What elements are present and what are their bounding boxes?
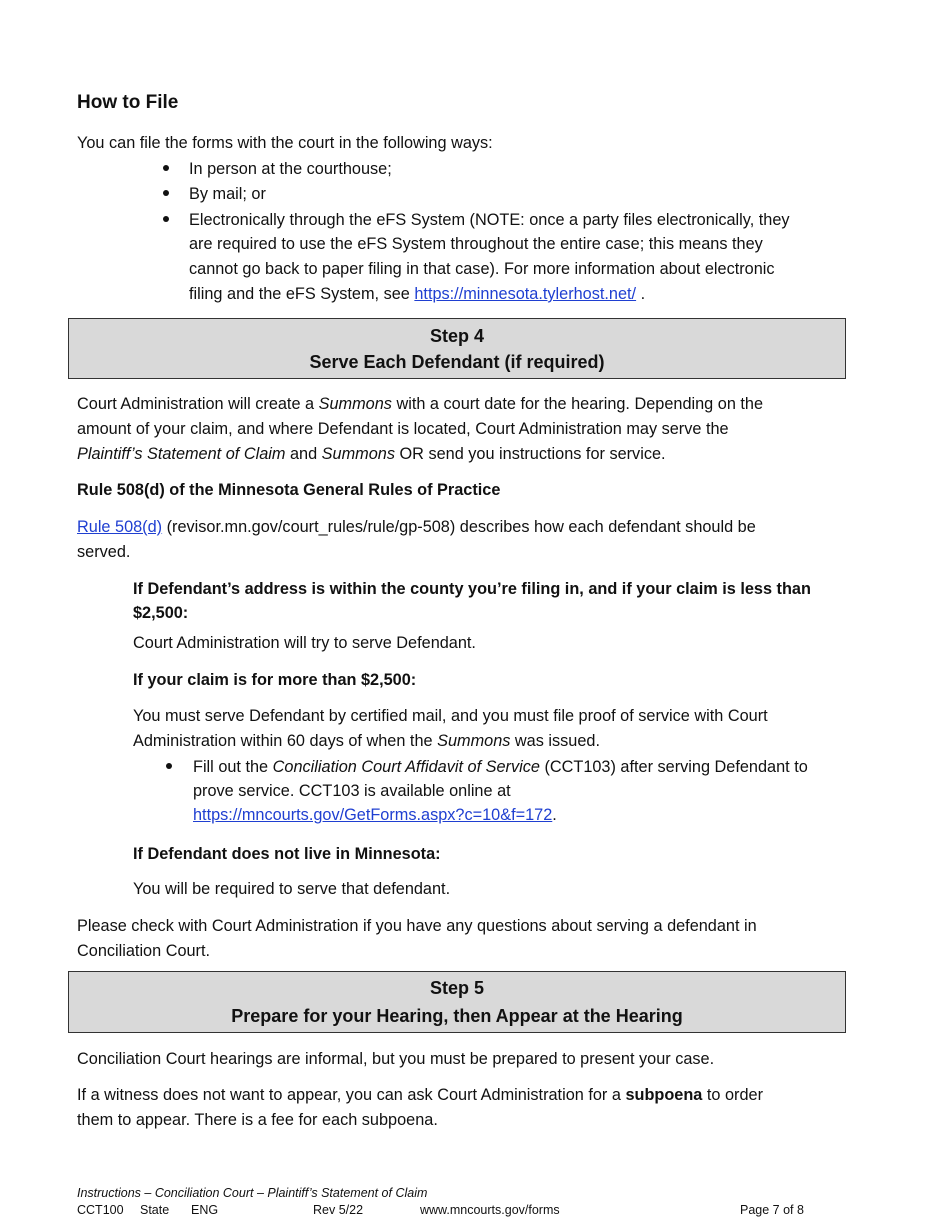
rule-508d-link[interactable]: Rule 508(d) bbox=[77, 518, 163, 536]
efs-note-text: filing and the eFS System, see bbox=[189, 285, 410, 303]
case2-line2 bbox=[133, 730, 600, 752]
statement-of-claim-term: Plaintiff’s Statement of Claim bbox=[77, 445, 286, 463]
cct103-form-link[interactable]: https://mncourts.gov/GetForms.aspx?c=10&f=172 bbox=[193, 806, 553, 824]
efs-note-line4 bbox=[189, 283, 645, 305]
step4-closing-line2: Conciliation Court. bbox=[77, 942, 211, 960]
efs-note-line2: are required to use the eFS System throughout the entire case; this means they bbox=[189, 235, 763, 253]
summons-term: Summons bbox=[321, 445, 395, 463]
footer-revision: Rev 5/22 bbox=[313, 1203, 364, 1217]
summons-term: Summons bbox=[318, 395, 392, 413]
case2-line1: You must serve Defendant by certified mail, and you must file proof of service with Court bbox=[133, 707, 768, 725]
bullet-icon bbox=[163, 190, 169, 196]
text-run: Fill out the bbox=[193, 758, 269, 776]
footer-form-id: CCT100 bbox=[77, 1203, 124, 1217]
step4-para1-line1 bbox=[77, 393, 763, 415]
step4-closing-line1: Please check with Court Administration if you have any questions about serving a defendant in bbox=[77, 917, 757, 935]
case1-heading-line2: $2,500: bbox=[133, 604, 189, 622]
file-option-electronic: Electronically through the eFS System (NOTE: once a party files electronically, they bbox=[189, 211, 790, 229]
text-run: (CCT103) after serving Defendant to bbox=[544, 758, 808, 776]
step5-box bbox=[68, 971, 846, 1033]
step4-box bbox=[68, 318, 846, 379]
footer-website: www.mncourts.gov/forms bbox=[420, 1203, 560, 1217]
how-to-file-intro: You can file the forms with the court in the following ways: bbox=[77, 134, 493, 152]
affidavit-bullet-line1 bbox=[193, 756, 808, 778]
bullet-icon bbox=[166, 763, 172, 769]
text-run: to order bbox=[706, 1086, 764, 1104]
text-run: If a witness does not want to appear, you can ask Court Administration for a bbox=[77, 1086, 621, 1104]
text-run: OR send you instructions for service. bbox=[399, 445, 666, 463]
summons-term: Summons bbox=[437, 732, 511, 750]
step4-subtitle: Serve Each Defendant (if required) bbox=[309, 352, 605, 372]
case3-text: You will be required to serve that defendant. bbox=[133, 880, 451, 898]
footer-title: Instructions – Conciliation Court – Plaintiff’s Statement of Claim bbox=[77, 1186, 428, 1200]
footer-language: ENG bbox=[191, 1203, 219, 1217]
bullet-icon bbox=[163, 165, 169, 171]
case3-heading: If Defendant does not live in Minnesota: bbox=[133, 845, 441, 863]
file-option-mail: By mail; or bbox=[189, 185, 266, 203]
step5-subtitle: Prepare for your Hearing, then Appear at the Hearing bbox=[231, 1006, 683, 1026]
file-option-in-person: In person at the courthouse; bbox=[189, 160, 392, 178]
step5-para2-line1 bbox=[77, 1084, 763, 1106]
text-run: Court Administration will create a bbox=[77, 395, 315, 413]
case1-heading-line1: If Defendant’s address is within the county you’re filing in, and if your claim is less than bbox=[133, 580, 811, 598]
text-run: Administration within 60 days of when the bbox=[133, 732, 433, 750]
step5-title: Step 5 bbox=[429, 978, 485, 998]
efs-note-line3: cannot go back to paper filing in that case). For more information about electronic bbox=[189, 260, 775, 278]
subpoena-term: subpoena bbox=[625, 1086, 703, 1104]
text-run: was issued. bbox=[514, 732, 600, 750]
rule-text-line1 bbox=[77, 516, 756, 538]
affidavit-form-name: Conciliation Court Affidavit of Service bbox=[272, 758, 540, 776]
step5-para2-line2: them to appear. There is a fee for each subpoena. bbox=[77, 1111, 438, 1129]
how-to-file-heading: How to File bbox=[77, 92, 179, 113]
rule-text-line2: served. bbox=[77, 543, 131, 561]
rule-heading: Rule 508(d) of the Minnesota General Rules of Practice bbox=[77, 481, 501, 499]
step4-para1-line3 bbox=[77, 443, 666, 465]
text-run: with a court date for the hearing. Depending on the bbox=[396, 395, 764, 413]
bullet-icon bbox=[163, 216, 169, 222]
text-run: and bbox=[289, 445, 318, 463]
efs-note-end: . bbox=[640, 285, 646, 303]
step5-para1: Conciliation Court hearings are informal, but you must be prepared to present your case. bbox=[77, 1050, 715, 1068]
step4-para1-line2: amount of your claim, and where Defendant is located, Court Administration may serve the bbox=[77, 420, 729, 438]
step4-title: Step 4 bbox=[429, 326, 485, 346]
affidavit-bullet-line3 bbox=[193, 804, 557, 826]
affidavit-bullet-line2: prove service. CCT103 is available online at bbox=[193, 782, 511, 800]
footer-page-number: Page 7 of 8 bbox=[740, 1203, 804, 1217]
case1-text: Court Administration will try to serve Defendant. bbox=[133, 634, 476, 652]
footer-jurisdiction: State bbox=[140, 1203, 170, 1217]
text-run: (revisor.mn.gov/court_rules/rule/gp-508) describes how each defendant should be bbox=[166, 518, 756, 536]
text-run: . bbox=[552, 806, 557, 824]
efs-link[interactable]: https://minnesota.tylerhost.net/ bbox=[414, 285, 637, 303]
case2-heading: If your claim is for more than $2,500: bbox=[133, 671, 417, 689]
